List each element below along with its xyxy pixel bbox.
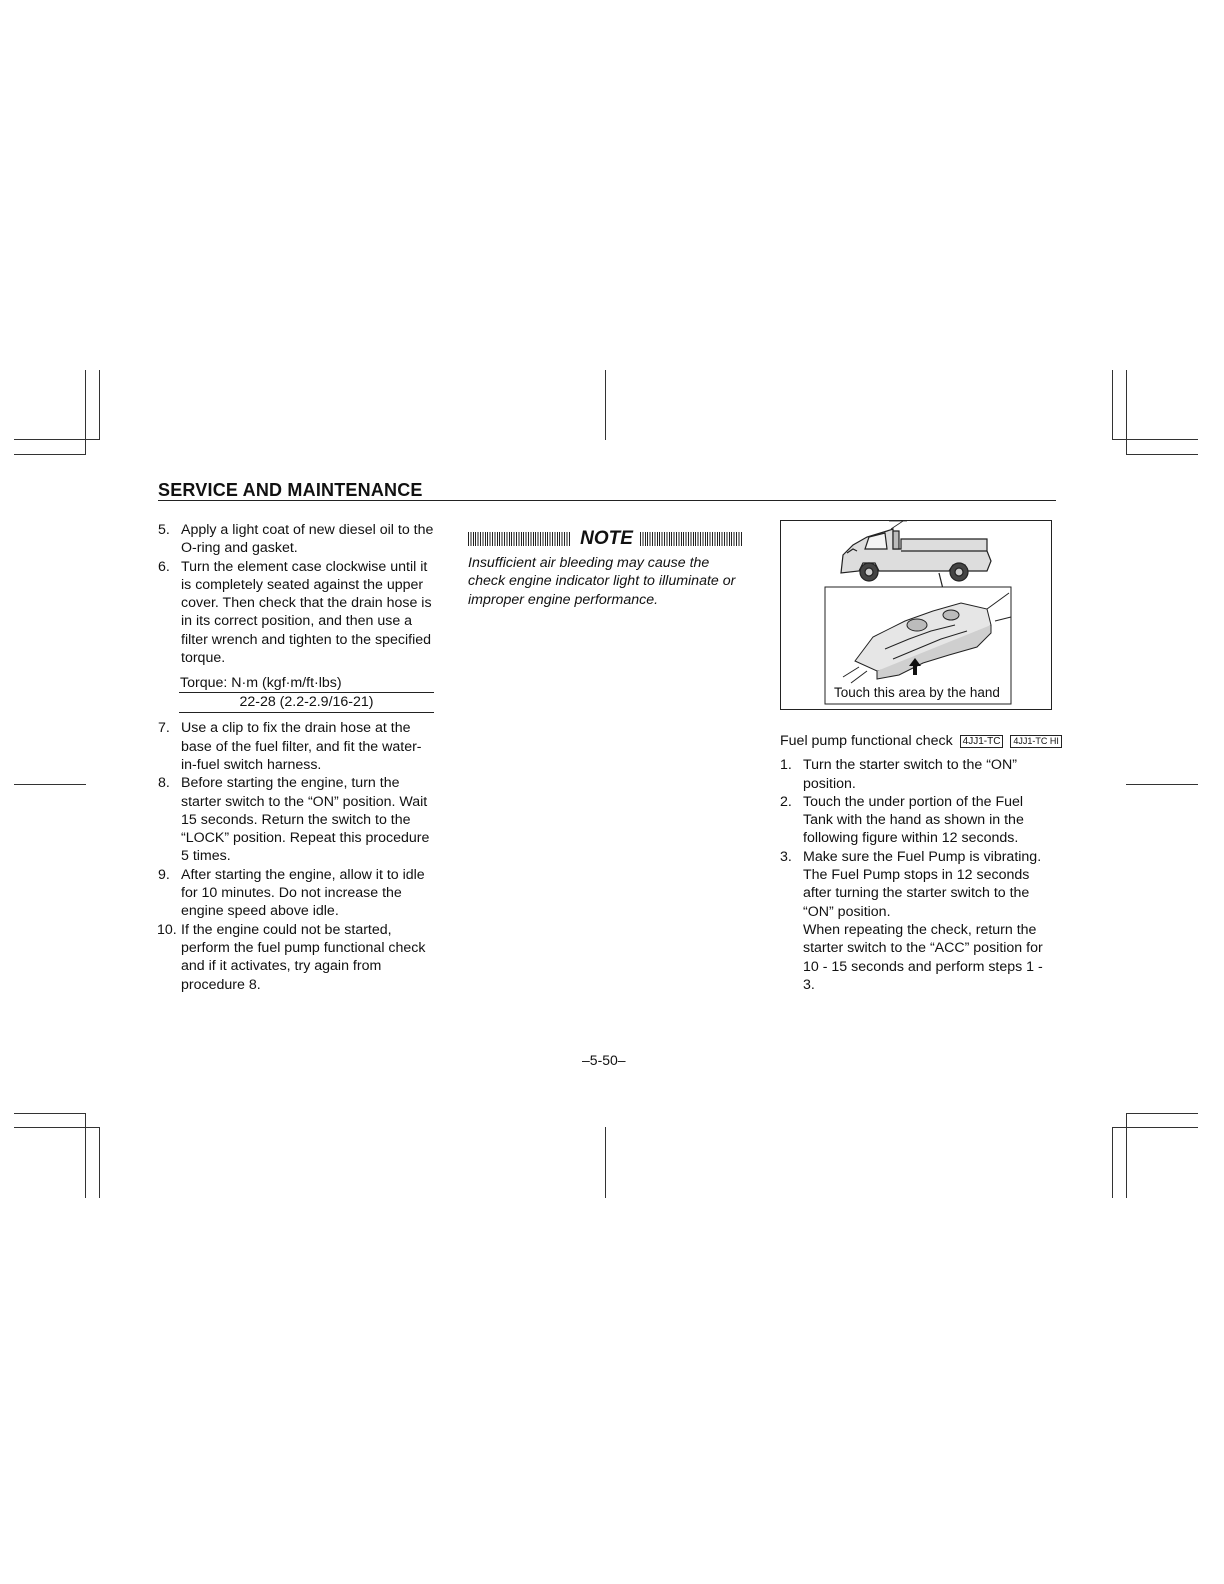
- engine-badge: 4JJ1-TC: [960, 735, 1004, 748]
- crop-mark: [14, 1127, 100, 1128]
- crop-mark: [14, 454, 86, 455]
- crop-mark: [14, 784, 86, 785]
- figure-caption: Touch this area by the hand: [834, 685, 1000, 700]
- list-item: 7. Use a clip to fix the drain hose at the base of the fuel filter, and fit the water-in-fuel switch harness.: [158, 720, 422, 773]
- crop-mark: [1126, 370, 1127, 454]
- note-text: Insufficient air bleeding may cause the check engine indicator light to illuminate or improper engine performance.: [468, 555, 736, 608]
- crop-mark: [1112, 370, 1113, 440]
- list-item: 10. If the engine could not be started, perform the fuel pump functional check and if it activates, try again from procedure 8.: [157, 921, 426, 993]
- list-item: 8. Before starting the engine, turn the starter switch to the “ON” position. Wait 15 seconds. Return the switch to the “LOCK” position. Repeat this procedure 5 times.: [158, 775, 430, 865]
- left-column: [158, 521, 436, 994]
- section-header: [158, 480, 1056, 501]
- list-item: 1. Turn the starter switch to the “ON” position.: [780, 757, 1017, 792]
- crop-mark: [1126, 784, 1198, 785]
- note-bars-decoration: [640, 532, 743, 546]
- crop-mark: [99, 1127, 100, 1198]
- list-item: 9. After starting the engine, allow it to idle for 10 minutes. Do not increase the engine speed above idle.: [158, 866, 425, 920]
- section-title: SERVICE AND MAINTENANCE: [158, 480, 423, 500]
- page-number: –5-50–: [582, 1052, 626, 1068]
- fuel-tank-figure: [780, 520, 1052, 710]
- torque-value: 22-28 (2.2-2.9/16-21): [179, 693, 434, 713]
- crop-mark: [1126, 454, 1198, 455]
- list-item: 6. Turn the element case clockwise until it is completely seated against the upper cover. Then check that the drain hose is in its correct position, and then use a filter wrench and tighten to the specified torque.: [158, 558, 432, 667]
- steps-list-a: [158, 521, 436, 667]
- crop-mark: [14, 1113, 86, 1114]
- crop-mark: [605, 1127, 606, 1198]
- note-heading: [468, 528, 743, 550]
- list-item: 2. Touch the under portion of the Fuel Tank with the hand as shown in the following figure within 12 seconds.: [780, 793, 1024, 847]
- check-steps-list: [780, 756, 1054, 994]
- note-box: [468, 528, 743, 609]
- crop-mark: [1112, 1127, 1198, 1128]
- crop-mark: [1112, 1127, 1113, 1198]
- crop-mark: [99, 370, 100, 440]
- note-bars-decoration: [468, 532, 571, 546]
- crop-mark: [85, 370, 86, 454]
- list-item: 3. Make sure the Fuel Pump is vibrating. The Fuel Pump stops in 12 seconds after turning the starter switch to the “ON” position. When repeating the check, return the starter switch to the “ACC” position for 10 - 15 seconds and perform steps 1 - 3.: [780, 848, 1043, 993]
- right-column: [780, 520, 1059, 994]
- torque-table: [179, 674, 434, 713]
- engine-badge: 4JJ1-TC HI: [1010, 735, 1062, 748]
- truck-fuel-tank-illustration-icon: [781, 521, 1051, 709]
- crop-mark: [14, 439, 100, 440]
- crop-mark: [85, 1113, 86, 1198]
- check-title: Fuel pump functional check 4JJ1-TC 4JJ1-TC HI: [780, 732, 1054, 750]
- steps-list-b: [158, 719, 436, 993]
- crop-mark: [1126, 1113, 1127, 1198]
- crop-mark: [1112, 439, 1198, 440]
- torque-label: Torque: N·m (kgf·m/ft·lbs): [179, 674, 434, 693]
- crop-mark: [1126, 1113, 1198, 1114]
- list-item: 5. Apply a light coat of new diesel oil to the O-ring and gasket.: [158, 522, 434, 557]
- crop-mark: [605, 370, 606, 440]
- note-title: NOTE: [580, 527, 633, 549]
